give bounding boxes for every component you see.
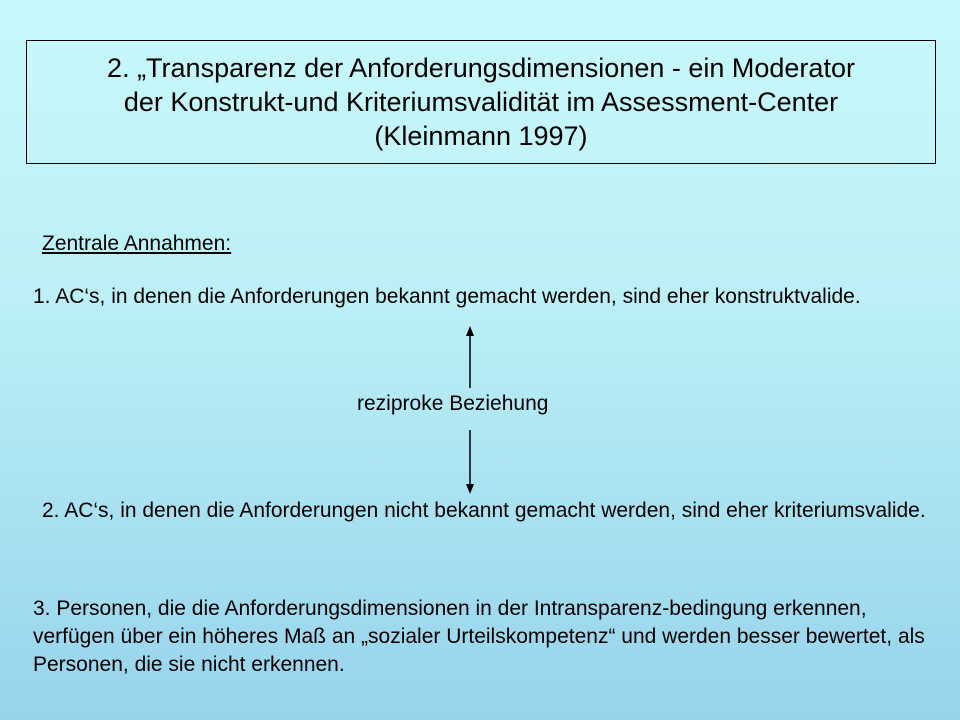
title-box [26,40,936,164]
assumption-1: 1. AC‘s, in denen die Anforderungen bekannt gemacht werden, sind eher konstruktvalide. [33,285,861,308]
assumption-3: 3. Personen, die die Anforderungsdimensionen in der Intransparenz-bedingung erkennen, verfügen über ein höheres Maß an „sozialer Urteilskompetenz“ und werden besser bewertet, als Personen, die sie nicht erkennen. [33,597,925,676]
section-heading: Zentrale Annahmen: [42,232,232,255]
assumption-2: 2. AC‘s, in denen die Anforderungen nicht bekannt gemacht werden, sind eher kriteriumsvalide. [42,499,926,522]
relation-label: reziproke Beziehung [357,392,549,415]
slide-title: 2. „Transparenz der Anforderungsdimensionen - ein Moderator der Konstrukt-und Kriteriumsvalidität im Assessment-Center (Kleinmann 1997) [107,53,855,151]
